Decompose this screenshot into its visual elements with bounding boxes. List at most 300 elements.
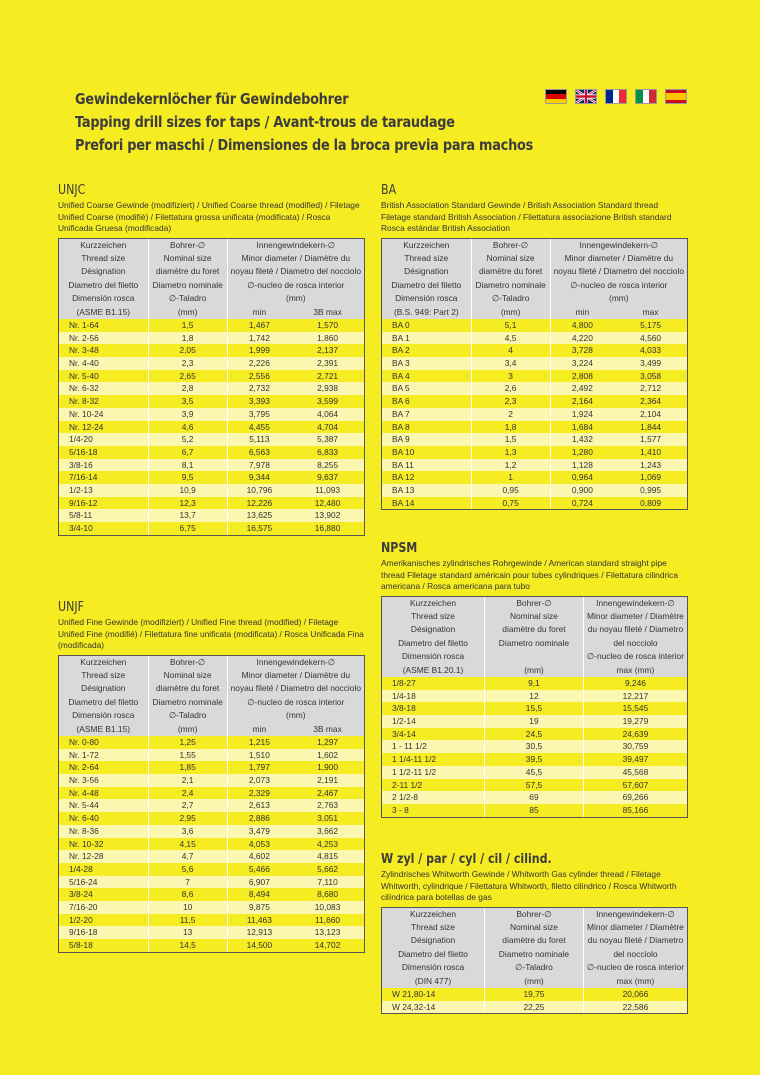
header-nominal-size: (mm) (485, 664, 584, 677)
unjf-section (58, 600, 365, 953)
minor-min-cell: 2,808 (550, 370, 614, 383)
header-nominal-size: diamètre du foret (148, 682, 227, 695)
table-row (59, 370, 364, 383)
minor-max-cell: 39,497 (583, 753, 687, 766)
drill-size-cell: 69 (485, 791, 584, 804)
table-row (382, 471, 687, 484)
minor-min-cell: 4,602 (227, 850, 291, 863)
header-thread-size: Thread size (382, 610, 485, 623)
thread-size-cell: W 21,80-14 (382, 988, 485, 1001)
header-thread-size: Diametro del filetto (59, 696, 148, 709)
header-row (59, 709, 364, 722)
header-minor-diameter: noyau fileté / Diametro del nocciolo (227, 265, 364, 278)
minor-max-cell: 12,217 (583, 690, 687, 703)
minor-min-cell: 0,900 (550, 484, 614, 497)
drill-size-cell: 5,2 (148, 433, 227, 446)
header-minor-diameter: Minor diameter / Diamètre du (227, 669, 364, 682)
thread-size-cell: 3/8-18 (382, 702, 485, 715)
thread-size-cell: BA 2 (382, 344, 471, 357)
thread-size-cell: Nr. 0-80 (59, 736, 148, 749)
table-row (382, 804, 687, 817)
table-row (59, 926, 364, 939)
table-row (382, 740, 687, 753)
minor-min-cell: 3,795 (227, 408, 291, 421)
thread-size-cell: 5/8-18 (59, 939, 148, 952)
thread-size-cell: 2 1/2-8 (382, 791, 485, 804)
minor-max-cell: 24,639 (583, 728, 687, 741)
thread-size-cell: 3/8-24 (59, 888, 148, 901)
thread-size-cell: Nr. 3-56 (59, 774, 148, 787)
table-row (59, 901, 364, 914)
thread-size-cell: Nr. 6-32 (59, 382, 148, 395)
thread-size-cell: BA 1 (382, 332, 471, 345)
header-minor-diameter: Innengewindekern-∅ (227, 239, 364, 252)
minor-max-cell: 4,064 (291, 408, 364, 421)
thread-size-cell: BA 4 (382, 370, 471, 383)
drill-size-cell: 2,3 (148, 357, 227, 370)
minor-min-cell: 2,164 (550, 395, 614, 408)
header-nominal-size: Diametro nominale (148, 279, 227, 292)
minor-min-cell: 5,113 (227, 433, 291, 446)
thread-size-cell: Nr. 4-48 (59, 787, 148, 800)
drill-size-cell: 2,6 (471, 382, 550, 395)
unjf-table (59, 656, 364, 952)
thread-size-cell: 1 1/4-11 1/2 (382, 753, 485, 766)
minor-max-cell: 2,391 (291, 357, 364, 370)
header-thread-size: Désignation (382, 623, 485, 636)
minor-max-cell: 16,880 (291, 522, 364, 535)
thread-size-cell: 3/8-16 (59, 459, 148, 472)
header-nominal-size: diamètre du foret (485, 623, 584, 636)
table-row (59, 939, 364, 952)
minor-min-cell: 4,455 (227, 421, 291, 434)
minor-max-cell: 5,175 (614, 319, 687, 332)
drill-size-cell: 3,5 (148, 395, 227, 408)
table-row (59, 471, 364, 484)
table-row (382, 766, 687, 779)
header-nominal-size: Nominal size (485, 921, 584, 934)
thread-size-cell: 5/8-11 (59, 509, 148, 522)
language-flags (545, 89, 687, 104)
ba-table-frame (381, 238, 688, 511)
minor-min-cell: 3,224 (550, 357, 614, 370)
header-min: min (227, 306, 291, 319)
header-row (382, 252, 687, 265)
minor-min-cell: 7,978 (227, 459, 291, 472)
page-title (75, 88, 545, 157)
header-row (382, 934, 687, 947)
thread-size-cell: BA 10 (382, 446, 471, 459)
minor-max-cell: 2,763 (291, 799, 364, 812)
minor-min-cell: 6,907 (227, 876, 291, 889)
minor-max-cell: 11,660 (291, 914, 364, 927)
title-line-english-french: Tapping drill sizes for taps / Avant-trous de taraudage (75, 113, 455, 131)
header-thread-size: Kurzzeichen (382, 908, 485, 921)
header-nominal-size: ∅-Taladro (471, 292, 550, 305)
header-thread-size: Thread size (59, 669, 148, 682)
drill-size-cell: 1,8 (471, 421, 550, 434)
header-row (59, 696, 364, 709)
header-thread-size: Diametro del filetto (382, 279, 471, 292)
drill-size-cell: 6,7 (148, 446, 227, 459)
thread-size-cell: 7/16-14 (59, 471, 148, 484)
header-nominal-size: Diametro nominale (485, 948, 584, 961)
minor-max-cell: 12,480 (291, 497, 364, 510)
table-row (59, 509, 364, 522)
thread-size-cell: 1/2-14 (382, 715, 485, 728)
minor-min-cell: 16,575 (227, 522, 291, 535)
thread-size-cell: 1/2-20 (59, 914, 148, 927)
drill-size-cell: 12 (485, 690, 584, 703)
minor-min-cell: 0,964 (550, 471, 614, 484)
drill-size-cell: 15,5 (485, 702, 584, 715)
minor-min-cell: 5,466 (227, 863, 291, 876)
header-thread-size: Kurzzeichen (382, 597, 485, 610)
header-minor-diameter: ∅-nucleo de rosca interior (227, 696, 364, 709)
table-row (382, 357, 687, 370)
header-row (382, 610, 687, 623)
thread-size-cell: 2-11 1/2 (382, 779, 485, 792)
header-nominal-size: Diametro nominale (485, 637, 584, 650)
minor-max-cell: 85,166 (583, 804, 687, 817)
header-thread-size: Dimensión rosca (382, 650, 485, 663)
thread-size-cell: 1 - 11 1/2 (382, 740, 485, 753)
header-nominal-size: (mm) (148, 306, 227, 319)
drill-size-cell: 5,6 (148, 863, 227, 876)
minor-min-cell: 4,053 (227, 838, 291, 851)
header-max: 3B max (291, 306, 364, 319)
table-row (382, 433, 687, 446)
thread-size-cell: 9/16-12 (59, 497, 148, 510)
thread-size-cell: BA 8 (382, 421, 471, 434)
wzyl-title: W zyl / par / cyl / cil / cilind. (381, 852, 552, 867)
table-row (382, 408, 687, 421)
header-minor-diameter: (mm) (227, 292, 364, 305)
drill-size-cell: 3,6 (148, 825, 227, 838)
drill-size-cell: 2,65 (148, 370, 227, 383)
minor-max-cell: 1,577 (614, 433, 687, 446)
minor-min-cell: 3,479 (227, 825, 291, 838)
drill-size-cell: 1,3 (471, 446, 550, 459)
minor-max-cell: 1,900 (291, 761, 364, 774)
minor-max-cell: 13,123 (291, 926, 364, 939)
thread-size-cell: Nr. 6-40 (59, 812, 148, 825)
table-row (59, 382, 364, 395)
thread-size-cell: 9/16-18 (59, 926, 148, 939)
table-row (59, 446, 364, 459)
drill-size-cell: 1 (471, 471, 550, 484)
header-nominal-size: Diametro nominale (471, 279, 550, 292)
minor-min-cell: 1,797 (227, 761, 291, 774)
drill-size-cell: 3,9 (148, 408, 227, 421)
minor-min-cell: 9,875 (227, 901, 291, 914)
header-row (382, 239, 687, 252)
minor-max-cell: 1,570 (291, 319, 364, 332)
header-row (382, 637, 687, 650)
table-row (59, 761, 364, 774)
drill-size-cell: 1,2 (471, 459, 550, 472)
header-row (382, 975, 687, 988)
thread-size-cell: BA 3 (382, 357, 471, 370)
drill-size-cell: 10,9 (148, 484, 227, 497)
minor-max-cell: 45,568 (583, 766, 687, 779)
french-flag-icon (605, 89, 627, 104)
npsm-title: NPSM (381, 541, 418, 556)
unjc-table-frame (58, 238, 365, 536)
header-thread-size: Thread size (382, 921, 485, 934)
header-row (382, 279, 687, 292)
minor-max-cell: 3,058 (614, 370, 687, 383)
drill-size-cell: 8,6 (148, 888, 227, 901)
header-row (382, 265, 687, 278)
header-min: min (550, 306, 614, 319)
header-minor-diameter: ∅-nucleo de rosca interior (227, 279, 364, 292)
table-row (382, 344, 687, 357)
drill-size-cell: 1,5 (148, 319, 227, 332)
minor-min-cell: 2,613 (227, 799, 291, 812)
minor-max-cell: 69,266 (583, 791, 687, 804)
unjc-description: Unified Coarse Gewinde (modifiziert) / Unified Coarse thread (modified) / Filetage Unified Coarse (modifié) / Filettatura grossa unificata (modificata) / Rosca Unificada Gruesa (modificada) (58, 200, 360, 233)
thread-size-cell: Nr. 3-48 (59, 344, 148, 357)
drill-size-cell: 1,55 (148, 749, 227, 762)
minor-max-cell: 4,704 (291, 421, 364, 434)
minor-min-cell: 9,344 (227, 471, 291, 484)
table-row (59, 787, 364, 800)
table-row (382, 791, 687, 804)
header-min: min (227, 723, 291, 736)
table-row (382, 319, 687, 332)
table-row (59, 522, 364, 535)
drill-size-cell: 45,5 (485, 766, 584, 779)
minor-max-cell: 14,702 (291, 939, 364, 952)
header-thread-size: Thread size (382, 252, 471, 265)
minor-max-cell: 7,110 (291, 876, 364, 889)
table-row (59, 850, 364, 863)
table-row (59, 484, 364, 497)
ba-section (381, 183, 688, 510)
thread-size-cell: W 24,32-14 (382, 1001, 485, 1014)
header-minor-diameter: ∅-nucleo de rosca interior (583, 650, 687, 663)
minor-max-cell: 0,809 (614, 497, 687, 510)
header-minor-diameter: Innengewindekern-∅ (227, 656, 364, 669)
header-minor-diameter: (mm) (550, 292, 687, 305)
minor-max-cell: 1,243 (614, 459, 687, 472)
header-nominal-size: Bohrer-∅ (148, 239, 227, 252)
drill-size-cell: 13 (148, 926, 227, 939)
header-row (382, 650, 687, 663)
header-row (382, 908, 687, 921)
minor-max-cell: 19,279 (583, 715, 687, 728)
minor-max-cell: 3,599 (291, 395, 364, 408)
minor-max-cell: 4,815 (291, 850, 364, 863)
minor-min-cell: 1,999 (227, 344, 291, 357)
wzyl-table (382, 908, 687, 1014)
header-thread-size: Dimensión rosca (382, 961, 485, 974)
header-minor-diameter: Minor diameter / Diamètre du (550, 252, 687, 265)
minor-min-cell: 3,728 (550, 344, 614, 357)
header-nominal-size: Bohrer-∅ (485, 908, 584, 921)
table-row (59, 838, 364, 851)
thread-size-cell: Nr. 2-56 (59, 332, 148, 345)
drill-size-cell: 19,75 (485, 988, 584, 1001)
header-row (382, 306, 687, 319)
header-nominal-size: diamètre du foret (485, 934, 584, 947)
thread-size-cell: 1 1/2-11 1/2 (382, 766, 485, 779)
drill-size-cell: 9,5 (148, 471, 227, 484)
header-thread-size: Désignation (382, 934, 485, 947)
thread-size-cell: 3 - 8 (382, 804, 485, 817)
header-minor-diameter: max (mm) (583, 664, 687, 677)
table-row (59, 736, 364, 749)
drill-size-cell: 3 (471, 370, 550, 383)
table-row (59, 433, 364, 446)
thread-size-cell: 7/16-20 (59, 901, 148, 914)
minor-max-cell: 20,066 (583, 988, 687, 1001)
minor-min-cell: 0,724 (550, 497, 614, 510)
drill-size-cell: 2,3 (471, 395, 550, 408)
drill-size-cell: 30,5 (485, 740, 584, 753)
header-nominal-size: Bohrer-∅ (485, 597, 584, 610)
header-thread-size: (ASME B1.15) (59, 306, 148, 319)
header-row (59, 252, 364, 265)
header-minor-diameter: ∅-nucleo de rosca interior (550, 279, 687, 292)
table-row (382, 1001, 687, 1014)
header-nominal-size: ∅-Taladro (148, 292, 227, 305)
header-nominal-size (485, 650, 584, 663)
header-max: max (614, 306, 687, 319)
table-row (382, 753, 687, 766)
table-row (382, 690, 687, 703)
minor-max-cell: 1,297 (291, 736, 364, 749)
minor-max-cell: 13,902 (291, 509, 364, 522)
minor-max-cell: 30,759 (583, 740, 687, 753)
drill-size-cell: 1,8 (148, 332, 227, 345)
table-row (59, 319, 364, 332)
thread-size-cell: BA 11 (382, 459, 471, 472)
table-row (382, 459, 687, 472)
thread-size-cell: BA 5 (382, 382, 471, 395)
table-row (59, 332, 364, 345)
table-row (382, 988, 687, 1001)
header-nominal-size: (mm) (485, 975, 584, 988)
minor-min-cell: 2,886 (227, 812, 291, 825)
ba-description: British Association Standard Gewinde / British Association Standard thread Filetage standard British Association / Filettatura associazione British standard Rosca estándar British Association (381, 200, 672, 233)
header-thread-size: Dimensión rosca (59, 292, 148, 305)
header-minor-diameter: Innengewindekern-∅ (550, 239, 687, 252)
header-row (382, 664, 687, 677)
drill-size-cell: 2,4 (148, 787, 227, 800)
header-thread-size: Désignation (59, 265, 148, 278)
drill-size-cell: 10 (148, 901, 227, 914)
table-row (59, 357, 364, 370)
minor-max-cell: 2,104 (614, 408, 687, 421)
drill-size-cell: 0,75 (471, 497, 550, 510)
minor-max-cell: 4,560 (614, 332, 687, 345)
minor-max-cell: 5,662 (291, 863, 364, 876)
minor-max-cell: 6,833 (291, 446, 364, 459)
thread-size-cell: Nr. 8-32 (59, 395, 148, 408)
header-nominal-size: Bohrer-∅ (148, 656, 227, 669)
header-row (59, 292, 364, 305)
header-thread-size: Dimensión rosca (382, 292, 471, 305)
header-nominal-size: diamètre du foret (471, 265, 550, 278)
thread-size-cell: 5/16-24 (59, 876, 148, 889)
minor-max-cell: 22,586 (583, 1001, 687, 1014)
table-row (382, 332, 687, 345)
header-row (382, 921, 687, 934)
header-row (382, 292, 687, 305)
table-row (382, 715, 687, 728)
header-row (59, 723, 364, 736)
minor-max-cell: 1,844 (614, 421, 687, 434)
minor-min-cell: 1,467 (227, 319, 291, 332)
uk-flag-icon (575, 89, 597, 104)
wzyl-table-frame (381, 907, 688, 1015)
table-row (59, 408, 364, 421)
header-row (382, 597, 687, 610)
drill-size-cell: 4 (471, 344, 550, 357)
minor-max-cell: 2,467 (291, 787, 364, 800)
thread-size-cell: 1/8-27 (382, 677, 485, 690)
drill-size-cell: 3,4 (471, 357, 550, 370)
wzyl-description: Zylindrisches Whitworth Gewinde / Whitworth Gas cylinder thread / Filetage Whitworth, cylindrique / Filettatura Whitworth, filetto cilindrico / Rosca Whitworth cilíndrica para botellas de gas (381, 869, 677, 902)
drill-size-cell: 4,15 (148, 838, 227, 851)
header-minor-diameter: ∅-nucleo de rosca interior (583, 961, 687, 974)
header-nominal-size: Bohrer-∅ (471, 239, 550, 252)
table-row (382, 702, 687, 715)
drill-size-cell: 0,95 (471, 484, 550, 497)
header-thread-size: Kurzzeichen (59, 656, 148, 669)
header-minor-diameter: Minor diameter / Diamètre (583, 921, 687, 934)
minor-min-cell: 1,924 (550, 408, 614, 421)
header-nominal-size: (mm) (148, 723, 227, 736)
table-row (59, 344, 364, 357)
header-nominal-size: Nominal size (148, 252, 227, 265)
table-row (59, 799, 364, 812)
minor-max-cell: 0,995 (614, 484, 687, 497)
drill-size-cell: 2,05 (148, 344, 227, 357)
unjc-table (59, 239, 364, 535)
npsm-description: Amerikanisches zylindrisches Rohrgewinde / American standard straight pipe thread Filetage standard américain pour tubes cylindriques / Filettatura cilindrica americana / Rosca americana para tubo (381, 558, 678, 591)
minor-max-cell: 4,253 (291, 838, 364, 851)
header-minor-diameter: max (mm) (583, 975, 687, 988)
unjf-description: Unified Fine Gewinde (modifiziert) / Unified Fine thread (modified) / Filetage Unified Fine (modifié) / Filettatura fine unificata (modificata) / Rosca Unificada Fina (modificada) (58, 617, 364, 650)
minor-min-cell: 8,494 (227, 888, 291, 901)
header-row (59, 656, 364, 669)
drill-size-cell: 1,25 (148, 736, 227, 749)
table-row (59, 749, 364, 762)
drill-size-cell: 9,1 (485, 677, 584, 690)
minor-max-cell: 2,191 (291, 774, 364, 787)
header-minor-diameter: del nocciolo (583, 948, 687, 961)
minor-max-cell: 8,255 (291, 459, 364, 472)
table-row (59, 888, 364, 901)
npsm-table-frame (381, 596, 688, 818)
minor-min-cell: 10,796 (227, 484, 291, 497)
thread-size-cell: BA 13 (382, 484, 471, 497)
npsm-table (382, 597, 687, 817)
table-row (59, 421, 364, 434)
table-row (382, 395, 687, 408)
thread-size-cell: Nr. 5-40 (59, 370, 148, 383)
title-line-italian-spanish: Prefori per maschi / Dimensiones de la broca previa para machos (75, 136, 534, 154)
header-minor-diameter: Innengewindekern-∅ (583, 908, 687, 921)
table-row (59, 825, 364, 838)
minor-max-cell: 3,051 (291, 812, 364, 825)
thread-size-cell: BA 0 (382, 319, 471, 332)
thread-size-cell: Nr. 12-28 (59, 850, 148, 863)
unjf-title: UNJF (58, 600, 84, 615)
